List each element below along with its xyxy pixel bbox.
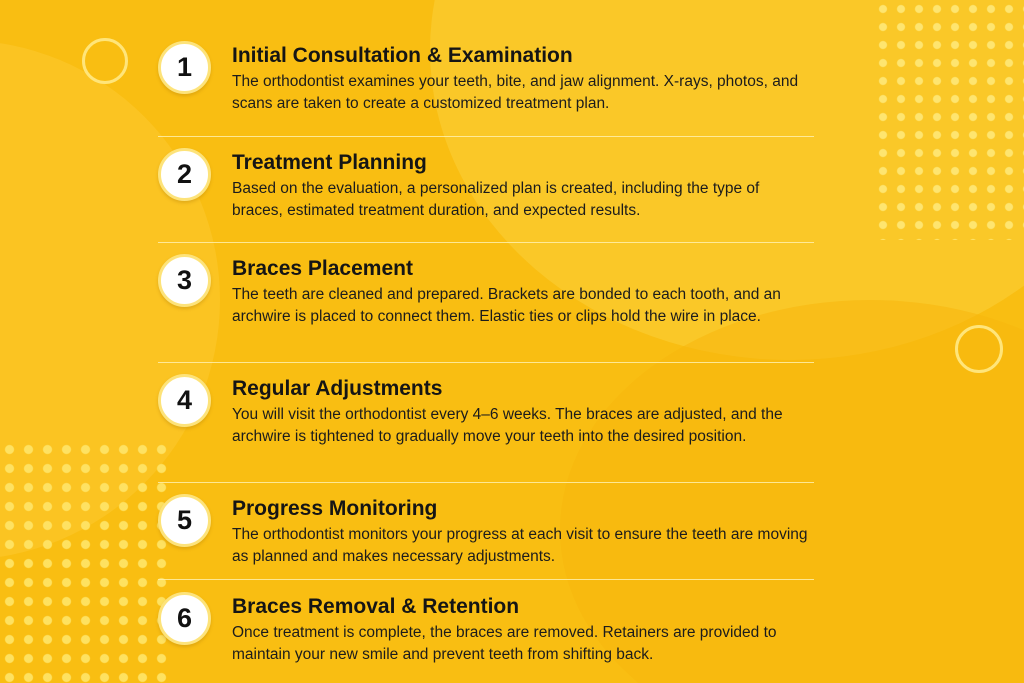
steps-list (158, 38, 814, 679)
step-title: Initial Consultation & Examination (232, 44, 573, 67)
step-item (158, 362, 814, 482)
step-description: The teeth are cleaned and prepared. Brackets are bonded to each tooth, and an archwire is placed to connect them. Elastic ties or clips hold the wire in place. (232, 286, 781, 325)
step-number-badge: 2 (158, 148, 211, 201)
step-number-badge: 3 (158, 254, 211, 307)
step-number-badge: 6 (158, 592, 211, 645)
step-title: Braces Removal & Retention (232, 595, 520, 618)
step-item (158, 38, 814, 136)
step-description: You will visit the orthodontist every 4–6 weeks. The braces are adjusted, and the archwire is tightened to gradually move your teeth into the desired position. (232, 406, 783, 445)
step-description: Once treatment is complete, the braces are removed. Retainers are provided to maintain your new smile and prevent teeth from shifting back. (232, 624, 777, 663)
dot-pattern-right (874, 0, 1024, 240)
step-description: The orthodontist monitors your progress at each visit to ensure the teeth are moving as planned and makes necessary adjustments. (232, 526, 808, 565)
step-title: Treatment Planning (232, 151, 427, 174)
decorative-ring (82, 38, 128, 84)
step-description: Based on the evaluation, a personalized plan is created, including the type of braces, estimated treatment duration, and expected results. (232, 180, 760, 219)
decorative-ring (955, 325, 1003, 373)
step-item (158, 482, 814, 579)
step-number-badge: 5 (158, 494, 211, 547)
step-item (158, 579, 814, 679)
step-item (158, 242, 814, 362)
step-title: Regular Adjustments (232, 377, 443, 400)
step-number-badge: 1 (158, 41, 211, 94)
step-description: The orthodontist examines your teeth, bite, and jaw alignment. X-rays, photos, and scans are taken to create a customized treatment plan. (232, 73, 799, 112)
step-title: Braces Placement (232, 257, 413, 280)
dot-pattern-left (0, 440, 170, 683)
step-title: Progress Monitoring (232, 497, 438, 520)
step-number-badge: 4 (158, 374, 211, 427)
step-item (158, 136, 814, 242)
